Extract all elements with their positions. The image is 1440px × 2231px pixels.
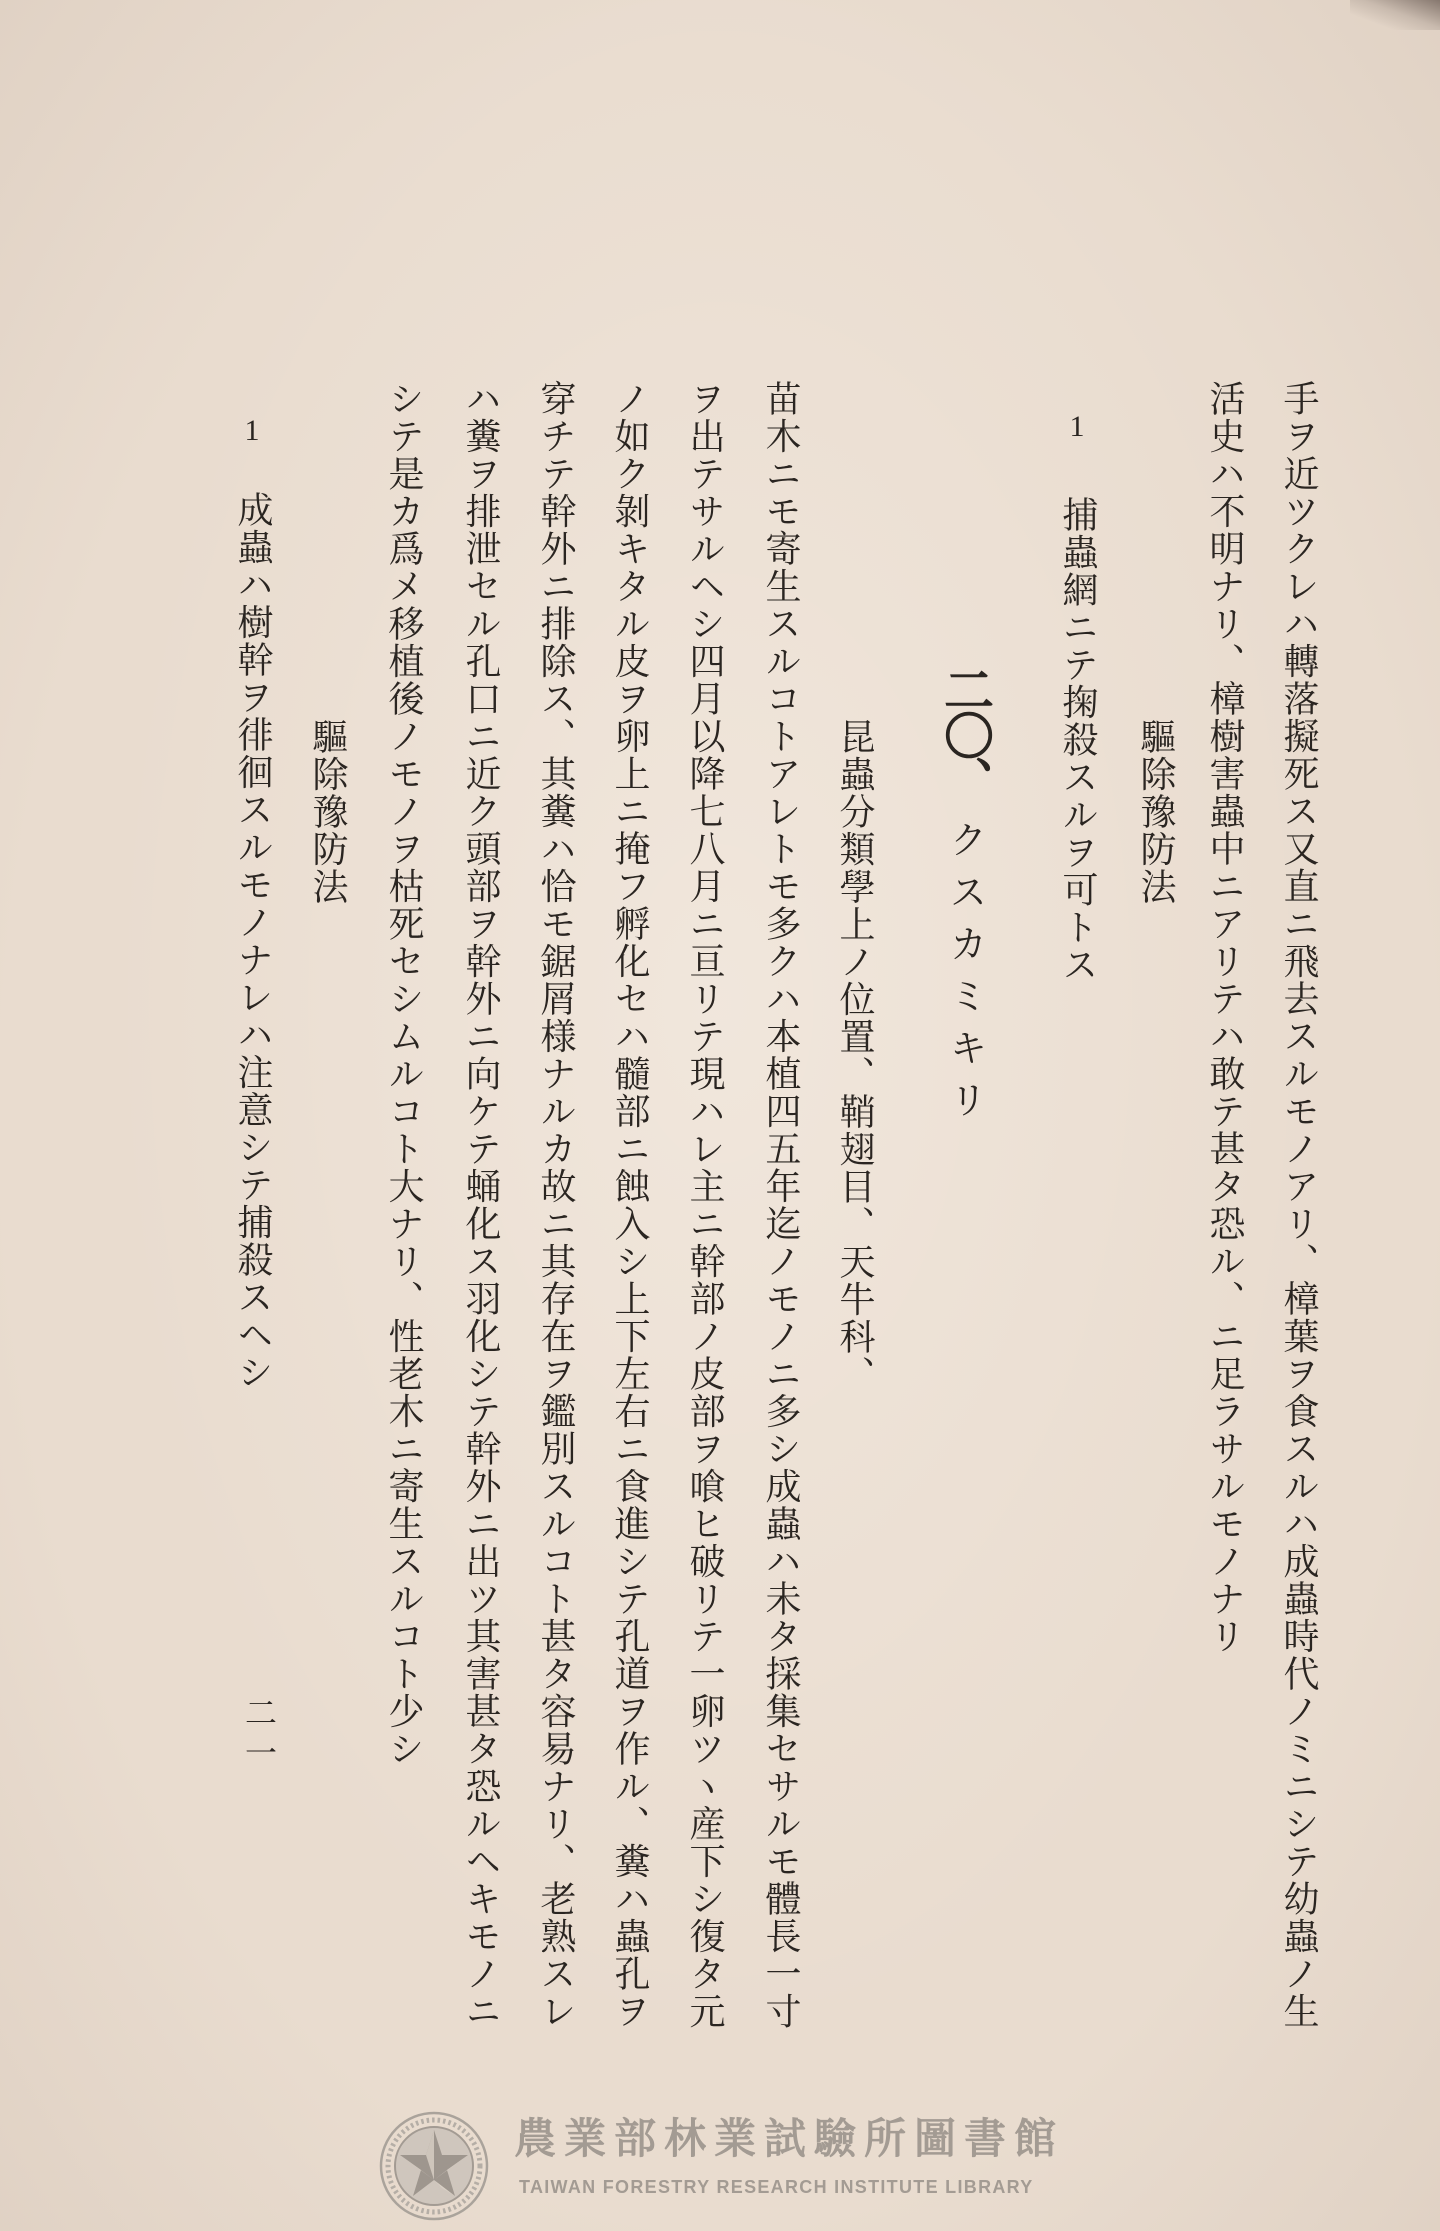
description-line-3: ノ如ク剝キタル皮ヲ卵上ニ掩フ孵化セハ髓部ニ蝕入シ上下左右ニ食進シテ孔道ヲ作ル、糞ハ蟲孔ヲ	[609, 380, 650, 2030]
control-item-1-text: 捕蟲網ニテ掬殺スルヲ可トス	[1057, 496, 1098, 984]
page-number: 二一	[240, 1696, 278, 1776]
classification-line: 昆蟲分類學上ノ位置、鞘翅目、天牛科、	[834, 718, 875, 1393]
watermark-subtitle: TAIWAN FORESTRY RESEARCH INSTITUTE LIBRARY	[519, 2177, 1034, 2197]
description-line-4: 穿チテ幹外ニ排除ス、其糞ハ恰モ鋸屑様ナルカ故ニ其存在ヲ鑑別スルコト甚タ容易ナリ、老熟スレ	[535, 380, 576, 2030]
description-line-2: ヲ出テサルヘシ四月以降七八月ニ亘リテ現ハレ主ニ幹部ノ皮部ヲ喰ヒ破リテ一卵ツヽ産下シ復タ元	[684, 380, 725, 2030]
continued-line-2: 活史ハ不明ナリ、樟樹害蟲中ニアリテハ敢テ甚タ恐ル、ニ足ラサルモノナリ	[1204, 380, 1245, 1655]
entry-name: クスカミキリ	[943, 820, 987, 1132]
watermark-title: 農業部林業試驗所圖書館	[514, 2114, 1065, 2163]
control-item-2-number: 1	[244, 414, 260, 447]
entry-heading	[934, 664, 996, 1132]
control-heading-2: 驅除豫防法	[307, 718, 348, 906]
control-item-1-number: 1	[1069, 410, 1085, 443]
entry-number: 二〇、	[936, 664, 995, 802]
description-line-5: ハ糞ヲ排泄セル孔口ニ近ク頭部ヲ幹外ニ向ケテ蛹化ス羽化シテ幹外ニ出ツ其害甚タ恐ルヘキモノニ	[460, 380, 501, 2030]
continued-line-1: 手ヲ近ツクレハ轉落擬死ス又直ニ飛去スルモノアリ、樟葉ヲ食スルハ成蟲時代ノミニシテ幼蟲ノ生	[1278, 380, 1319, 2030]
scan-corner-shadow	[1350, 0, 1440, 30]
control-heading-1: 驅除豫防法	[1135, 718, 1176, 906]
forestry-institute-seal-icon	[378, 2110, 490, 2222]
description-line-6: シテ是カ爲メ移植後ノモノヲ枯死セシムルコト大ナリ、性老木ニ寄生スルコト少シ	[383, 380, 424, 1768]
description-line-1: 苗木ニモ寄生スルコトアレトモ多クハ本植四五年迄ノモノニ多シ成蟲ハ未タ採集セサルモ體長一寸	[760, 380, 801, 2030]
control-item-2-text: 成蟲ハ樹幹ヲ徘徊スルモノナレハ注意シテ捕殺スヘシ	[232, 491, 273, 1391]
